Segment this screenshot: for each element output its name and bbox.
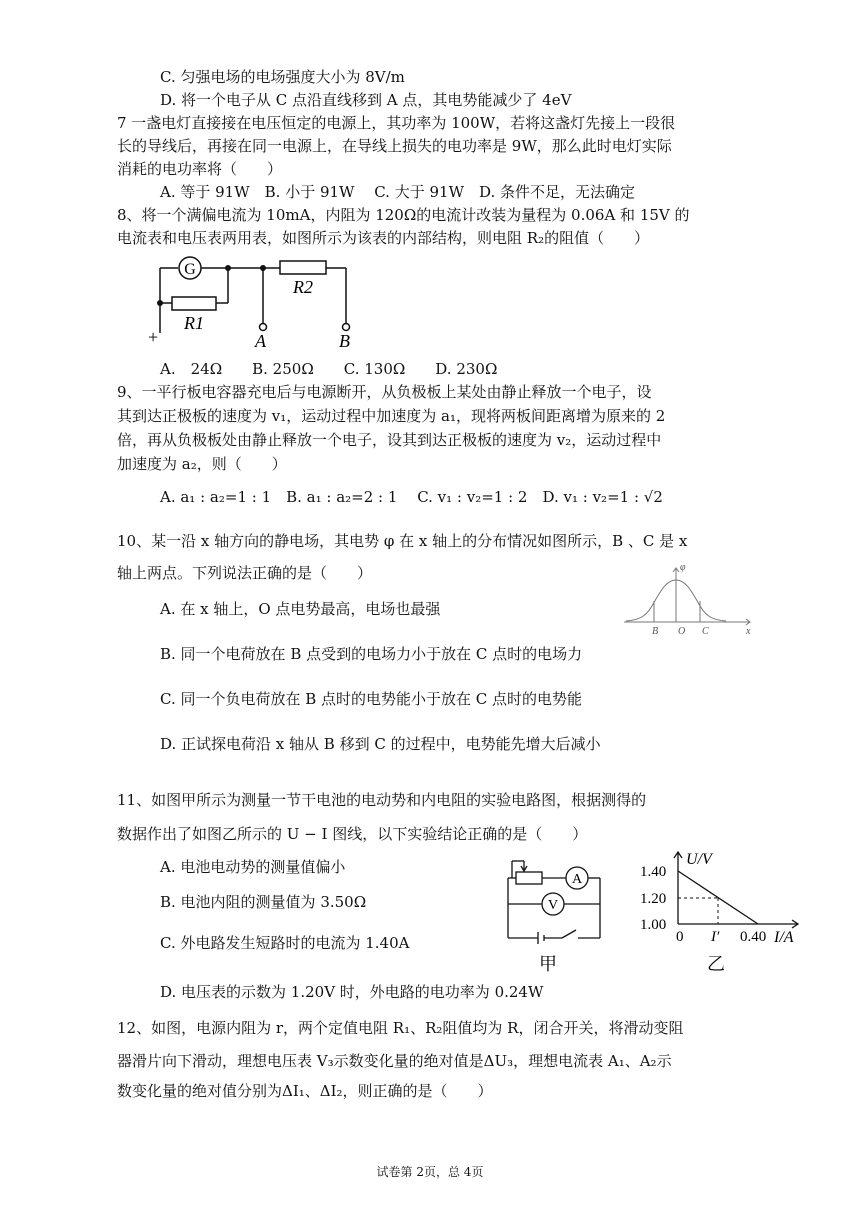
tick-i-prime: I′ xyxy=(711,929,720,945)
q8-stem-line2: 电流表和电压表两用表，如图所示为该表的内部结构，则电阻 R₂的阻值（ ） xyxy=(117,229,650,247)
fig-jia-caption: 甲 xyxy=(539,954,557,974)
q10-potential-graph xyxy=(622,558,762,640)
u-axis-label: U/V xyxy=(686,851,712,868)
q12-stem-line3: 数变化量的绝对值分别为ΔI₁、ΔI₂，则正确的是（ ） xyxy=(117,1082,493,1100)
q8-stem-line1: 8、将一个满偏电流为 10mA，内阻为 120Ω的电流计改装为量程为 0.06A 和 15V 的 xyxy=(117,206,690,224)
origin-o-label: O xyxy=(678,626,686,637)
q10-stem-line1: 10、某一沿 x 轴方向的静电场，其电势 φ 在 x 轴上的分布情况如图所示，B 、C 是 x xyxy=(117,532,688,550)
q6-option-c: C. 匀强电场的电场强度大小为 8V/m xyxy=(160,68,405,86)
q11-ui-graph-yi xyxy=(640,846,810,980)
i-axis-label: I/A xyxy=(774,929,794,946)
voltmeter-label: V xyxy=(547,898,559,913)
q8-options: A. 24Ω B. 250Ω C. 130Ω D. 230Ω xyxy=(160,360,498,378)
terminal-b-label: B xyxy=(339,331,350,351)
galvanometer-label: G xyxy=(184,261,196,278)
q10-option-b: B. 同一个电荷放在 B 点受到的电场力小于放在 C 点时的电场力 xyxy=(160,645,583,663)
q10-option-c: C. 同一个负电荷放在 B 点时的电势能小于放在 C 点时的电势能 xyxy=(160,690,583,708)
q7-stem-line1: 7 一盏电灯直接接在电压恒定的电源上，其功率为 100W，若将这盏灯先接上一段很 xyxy=(117,114,676,132)
q11-stem-line2: 数据作出了如图乙所示的 U − I 图线，以下实验结论正确的是（ ） xyxy=(117,825,588,843)
q7-stem-line2: 长的导线后，再接在同一电源上，在导线上损失的电功率是 9W，那么此时电灯实际 xyxy=(117,137,672,155)
q6-option-d: D. 将一个电子从 C 点沿直线移到 A 点，其电势能减少了 4eV xyxy=(160,91,572,109)
q9-stem-line1: 9、一平行板电容器充电后与电源断开，从负极板上某处由静止释放一个电子，设 xyxy=(117,383,652,401)
q10-option-d: D. 正试探电荷沿 x 轴从 B 移到 C 的过程中，电势能先增大后减小 xyxy=(160,735,601,753)
q11-stem-line1: 11、如图甲所示为测量一节干电池的电动势和内电阻的实验电路图，根据测得的 xyxy=(117,791,647,809)
q10-stem-line2: 轴上两点。下列说法正确的是（ ） xyxy=(117,564,373,582)
plus-terminal-label: + xyxy=(148,327,159,347)
q9-stem-line4: 加速度为 a₂，则（ ） xyxy=(117,455,287,473)
point-c-label: C xyxy=(702,626,709,637)
q9-stem-line3: 倍，再从负极板处由静止释放一个电子，设其到达正极板的速度为 v₂，运动过程中 xyxy=(117,431,662,449)
tick-1-00: 1.00 xyxy=(640,917,667,933)
q11-option-d: D. 电压表的示数为 1.20V 时，外电路的电功率为 0.24W xyxy=(160,983,544,1001)
tick-0-40: 0.40 xyxy=(740,929,767,945)
q12-stem-line1: 12、如图，电源内阻为 r，两个定值电阻 R₁、R₂阻值均为 R，闭合开关，将滑动变阻 xyxy=(117,1019,684,1037)
q8-circuit-figure xyxy=(148,255,368,355)
q12-stem-line2: 器滑片向下滑动，理想电压表 V₃示数变化量的绝对值是ΔU₃，理想电流表 A₁、A₂示 xyxy=(117,1052,672,1070)
q9-options: A. a₁ : a₂=1 : 1 B. a₁ : a₂=2 : 1 C. v₁ : v₂=1 : 2 D. v₁ : v₂=1 : √2 xyxy=(160,488,663,506)
fig-yi-caption: 乙 xyxy=(707,954,725,974)
q9-stem-line2: 其到达正极板的速度为 v₁，运动过程中加速度为 a₁，现将两板间距离增为原来的 2 xyxy=(117,407,666,425)
q11-option-a: A. 电池电动势的测量值偏小 xyxy=(160,858,346,876)
r1-label: R1 xyxy=(184,313,204,333)
page-footer: 试卷第 2页，总 4页 xyxy=(376,1165,484,1179)
q11-option-b: B. 电池内阻的测量值为 3.50Ω xyxy=(160,893,367,911)
q7-options: A. 等于 91W B. 小于 91W C. 大于 91W D. 条件不足，无法确定 xyxy=(160,183,636,201)
terminal-a-label: A xyxy=(255,331,266,351)
q11-option-c: C. 外电路发生短路时的电流为 1.40A xyxy=(160,934,410,952)
tick-1-40: 1.40 xyxy=(640,864,667,880)
tick-1-20: 1.20 xyxy=(640,891,667,907)
r2-label: R2 xyxy=(293,277,313,297)
q11-circuit-jia xyxy=(500,856,610,976)
phi-axis-label: φ xyxy=(680,562,686,573)
tick-origin: 0 xyxy=(676,929,684,945)
point-b-label: B xyxy=(652,626,659,637)
x-axis-label: x xyxy=(746,626,751,637)
q10-option-a: A. 在 x 轴上，O 点电势最高，电场也最强 xyxy=(160,600,441,618)
ammeter-label: A xyxy=(571,872,583,887)
q7-stem-line3: 消耗的电功率将（ ） xyxy=(117,160,283,178)
